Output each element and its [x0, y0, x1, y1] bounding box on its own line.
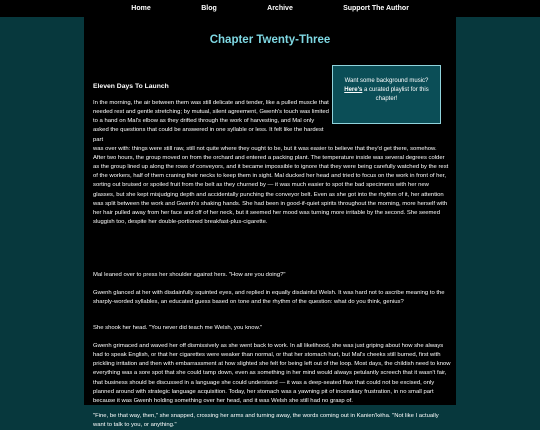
story-paragraph-1 — [93, 99, 437, 154]
chapter-content[interactable] — [84, 17, 456, 429]
story-paragraph-6: Gwenh grimaced and waved her off dismissively as she went back to work. In all likelihood, she was just griping about how she always had to speak English, or that her cigarettes were weaker than normal, or that her stomach hurt, but Mal's cheeks still burned, first with prickling irritation and then with embarrassment at how slighted she felt for being left out of the loop. Most days, the childish need to know everything was a sore spot that she could tamp down, even as something in her mind would always petulantly screech that it wasn't fair, that business should be discussed in a language she could understand — it was a deep-seated flaw that could not be excised, only planned around with strategic language acquisition. Today, her stomach was a yawning pit of incendiary frustration, in no small part because it was Gwenh holding something over her head, and it was Welsh she still had no grasp of. — [93, 343, 451, 404]
top-navbar — [0, 0, 540, 17]
story-paragraph-4: Gwenh glanced at her with disdainfully squinted eyes, and replied in equally disdainful Welsh. It was hard not to ascribe meaning to the sharply-worded syllables, an educated guess based on tone and the rhythm of the question: what do you think, genius? — [93, 290, 445, 306]
nav-archive-link[interactable]: Archive — [267, 5, 293, 12]
callout-text-after: a curated playlist for this chapter! — [364, 87, 429, 103]
story-paragraph-3: Mal leaned over to press her shoulder against hers. "How are you doing?" — [93, 272, 286, 278]
nav-home-link[interactable]: Home — [131, 5, 151, 12]
story-paragraph-2: After two hours, the group moved on from the orchard and entered a packing plant. The temperature inside was several degrees colder as the group lined up along the rows of conveyors, and it became impossible to ignore that they were being carefully watched by the rest of the workers, half of them craning their necks to keep them in sight. Mal ducked her head and tried to focus on the work in front of her, sorting out bruised or spoiled fruit from the belt as they churned by — it was much easier to spot the bad specimens with her new glasses, but she kept misjudging depth and accidentally punching the conveyor belt. Even as she got into the rhythm of it, her attention was split between the work and Gwenh's shaking hands. She had been in good-if-quiet spirits throughout the morning, more herself with her hair pulled away from her face and off of her neck, but it seemed her mood was turning more irritable by the second. She seemed sluggish too, despite her double-portioned breakfast-plus-cigarette. — [93, 155, 449, 226]
nav-support-author-link[interactable]: Support The Author — [343, 5, 409, 12]
playlist-callout — [332, 65, 441, 124]
chapter-title: Chapter Twenty-Three — [209, 34, 331, 46]
story-paragraph-1-end: was over with: things were still raw, still not quite where they ought to be, but it was easier to believe that they'd get there, somehow. — [93, 145, 437, 152]
callout-text-before: Want some background music? — [344, 78, 429, 84]
story-paragraph-1-start: In the morning, the air between them was still delicate and tender, like a pulled muscle that needed rest and gentle stretching; by mutual, silent agreement, Gwenh's touch was limited to a hand on Mal's elbow as they drifted through the work of harvesting, and Mal only asked the questions that could be answered in one syllable or less. It felt like the hardest part — [93, 100, 329, 143]
nav-blog-link[interactable]: Blog — [201, 5, 217, 12]
section-heading: Eleven Days To Launch — [93, 83, 169, 90]
playlist-link[interactable]: Here's — [344, 87, 363, 94]
story-paragraph-7: "Fine, be that way, then," she snapped, crossing her arms and turning away, the words coming out in Kanien'kéha. "Not like I actually want to talk to you, or anything." — [93, 413, 439, 429]
story-paragraph-5: She shook her head. "You never did teach me Welsh, you know." — [93, 325, 263, 331]
